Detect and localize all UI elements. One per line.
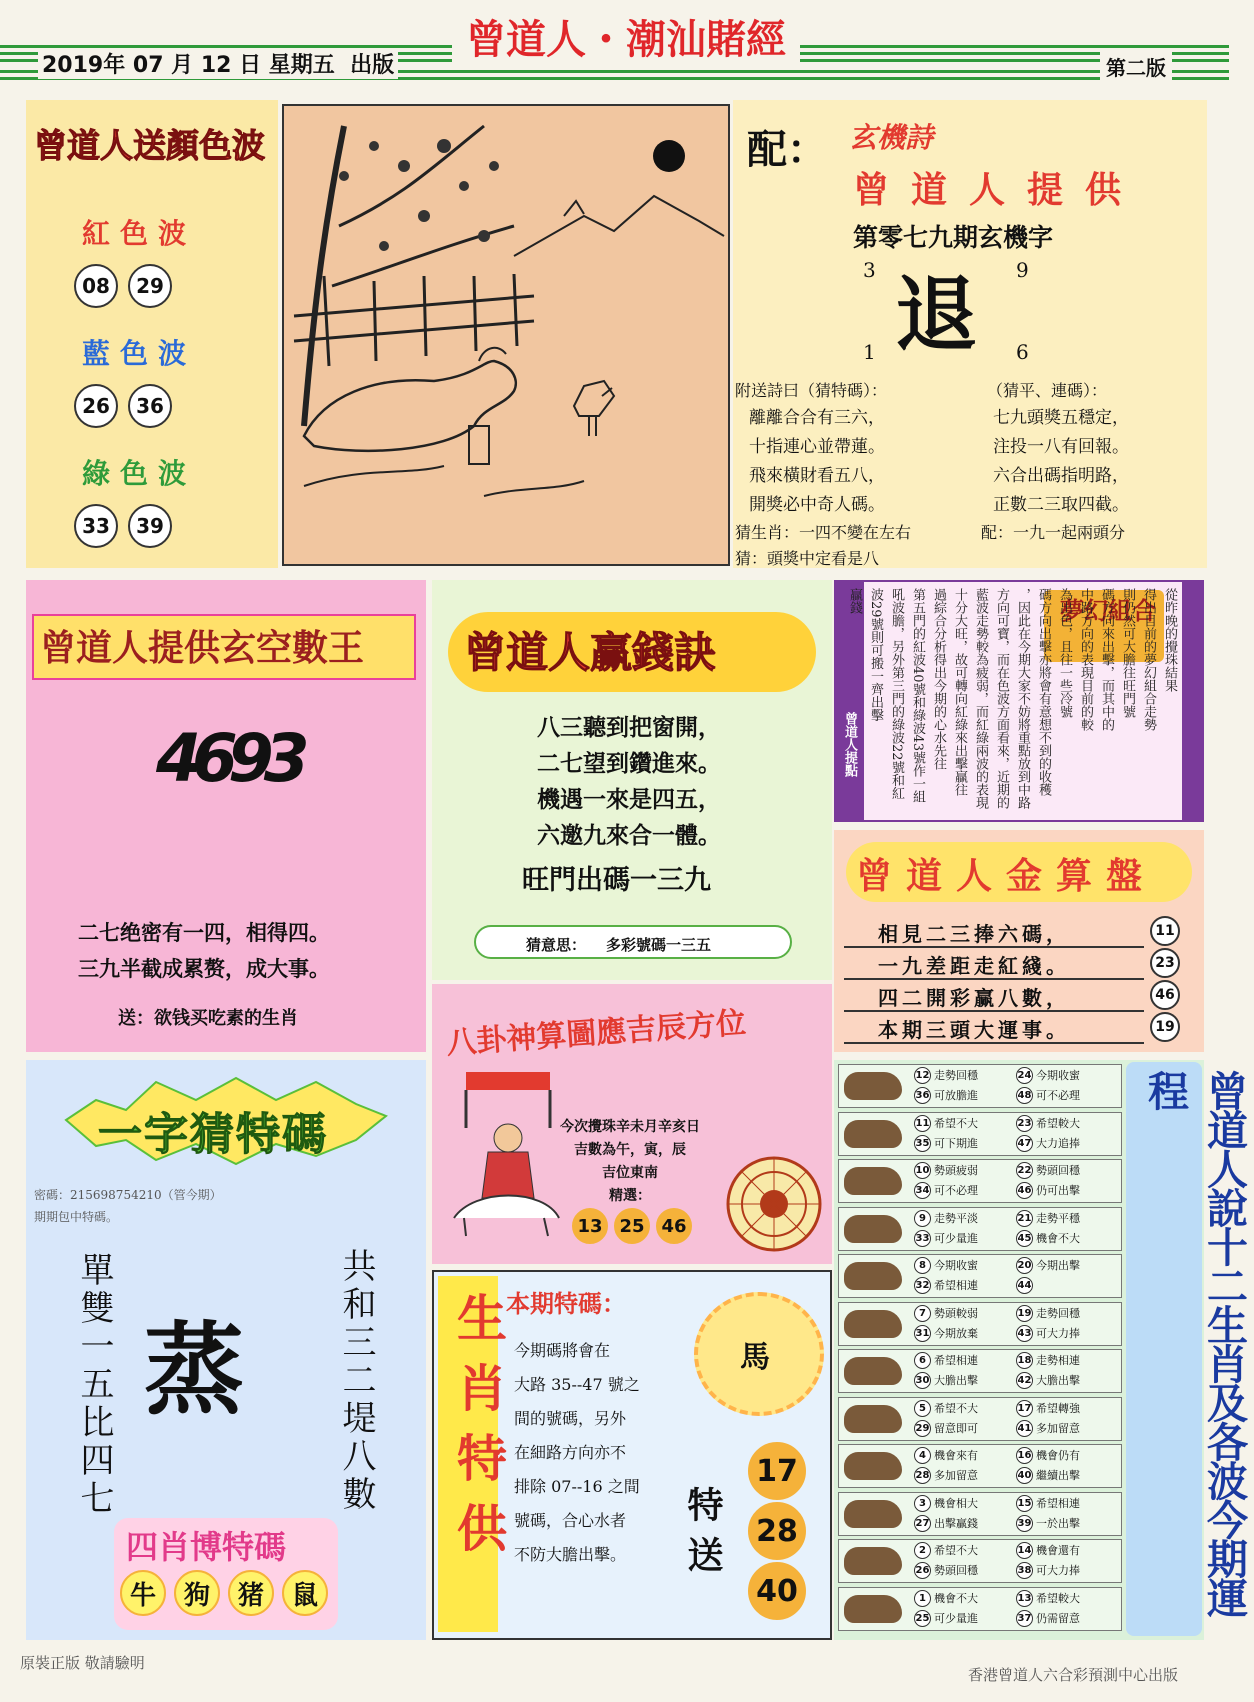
dream-panel [834,580,1204,822]
zodiac-special-send: 特送 [682,1486,724,1586]
twelve-text: 勢頭較弱 [934,1306,978,1320]
twelve-num: 25 [914,1610,931,1627]
onechar-char: 蒸 [144,1311,244,1429]
twelve-num: 23 [1016,1115,1033,1132]
twelve-text: 留意即可 [934,1421,978,1435]
dream-title: 夢幻組合 [1060,596,1156,625]
twelve-text: 走勢平穩 [1036,1211,1080,1225]
poem-title: 玄機詩 [849,121,934,154]
bagua-compass-icon [724,1154,824,1254]
zodiac-line: 猜生肖：一四不變在左右 [735,523,912,542]
twelve-text: 希望不大 [934,1116,978,1130]
twelve-text: 大力追捧 [1036,1136,1080,1150]
twelve-text: 走勢平淡 [934,1211,978,1225]
zodiac-animal-icon [844,1072,902,1100]
wave-number: 08 [74,264,118,308]
zs-number: 40 [748,1562,806,1620]
twelve-num: 26 [914,1562,931,1579]
twelve-text: 仍可出擊 [1036,1184,1080,1197]
flower-char: 馬 [740,1340,770,1375]
wave-label: 紅色波 [82,217,197,250]
four-title: 四肖博特碼 [126,1528,287,1566]
poem-left-lines: 離離合合有三六， 十指連心並帶蓮。 飛來橫財看五八， 開獎必中奇人碼。 [749,408,885,515]
zodiac-animal-icon [844,1167,902,1195]
zs-line: 排除 07--16 之間 [514,1477,640,1496]
abacus-title: 曾道人金算盤 [856,855,1157,897]
abacus-number: 46 [1150,980,1180,1010]
xuankong-lines: 二七绝密有一四，相得四。 三九半截成累赘，成大事。 [78,920,330,981]
abacus-panel [834,830,1204,1052]
zs-line: 大路 35--47 號之 [514,1375,640,1394]
twelve-text: 一於出擊 [1036,1516,1080,1530]
zodiac-special-vtitle: 生肖特供 [449,1292,508,1572]
twelve-text: 多加留意 [1036,1421,1080,1435]
twelve-num: 31 [914,1325,931,1342]
twelve-num: 41 [1016,1420,1033,1437]
wave-number: 29 [128,264,172,308]
twelve-text: 希望相連 [934,1279,978,1292]
zodiac-animal-icon [844,1357,902,1385]
twelve-num: 19 [1016,1305,1033,1322]
twelve-text: 可少量進 [934,1231,978,1245]
zodiac-animal-icon [844,1405,902,1433]
zs-line: 間的號碼，另外 [514,1409,627,1428]
winmoney-title: 曾道人赢錢訣 [464,628,717,677]
twelve-vtitle: 曾道人說十二生肖及各波今期運程 [1141,1070,1248,1616]
twelve-num: 18 [1016,1352,1033,1369]
twelve-text: 希望轉強 [1036,1401,1080,1415]
twelve-num: 4 [914,1447,931,1464]
dream-column: ，因此在今期大家不妨將重點放到中路 [1015,588,1030,809]
twelve-text: 希望相連 [1036,1496,1080,1510]
twelve-num: 29 [914,1420,931,1437]
twelve-num: 5 [914,1400,931,1417]
twelve-num: 30 [914,1372,931,1389]
dream-column: 從昨晚的攪珠結果 [1162,588,1177,692]
onechar-left: 單雙一五比四七 [74,1252,114,1518]
pei-label: 配： [747,126,827,173]
twelve-num: 37 [1016,1610,1033,1627]
dream-column: 十分大旺，故可轉向紅綠來出擊贏往 [952,588,967,796]
ox-rooster-painting [284,106,732,568]
onechar-panel [26,1060,426,1640]
twelve-num: 44 [1016,1277,1033,1294]
twelve-text: 仍需留意 [1036,1611,1080,1625]
onechar-right: 共和三二堤八數 [336,1248,376,1514]
abacus-number: 23 [1150,948,1180,978]
zodiac-animal-icon [844,1452,902,1480]
bagua-text: 今次攪珠辛未月辛亥日 吉數為午，寅，辰 吉位東南 精選： [560,1119,700,1204]
page-title: 曾道人・潮汕賭經 [452,8,800,65]
onechar-note: 期期包中特碼。 [34,1210,119,1224]
zs-line: 號碼，合心水者 [514,1511,627,1530]
twelve-num: 47 [1016,1135,1033,1152]
twelve-text: 今期出擊 [1036,1259,1080,1272]
poem-right-lines: 七九頭獎五穩定， 注投一八有回報。 六合出碼指明路， 正數二三取四截。 [993,408,1129,515]
zodiac-animal-icon [844,1595,902,1623]
twelve-num: 1 [914,1590,931,1607]
winmoney-hint: 猜意思： 多彩號碼一三五 [474,925,792,959]
zs-line: 在細路方向亦不 [514,1443,627,1462]
twelve-num: 34 [914,1182,931,1199]
dream-column: 贏錢 [847,588,862,614]
guess-line: 猜：頭獎中定看是八 [735,549,880,568]
twelve-text: 希望相連 [934,1354,978,1367]
twelve-text: 勢頭回穩 [1036,1164,1080,1177]
wave-number: 36 [128,384,172,428]
four-zodiac-char: 牛 [120,1570,166,1616]
twelve-text: 多加留意 [934,1469,978,1482]
dream-column: 第五門的紅波40號和綠波43號作一組 [910,588,925,804]
zodiac-animal-icon [844,1310,902,1338]
bagua-number: 46 [656,1208,692,1244]
twelve-text: 大膽出擊 [1036,1374,1080,1387]
twelve-num: 33 [914,1230,931,1247]
bagua-panel [432,984,832,1264]
twelve-text: 走勢回穩 [934,1069,978,1082]
twelve-text: 機會來有 [934,1449,978,1462]
zs-line: 今期碼將會在 [514,1341,611,1360]
twelve-text: 今期收蜜 [1036,1069,1080,1082]
twelve-num: 48 [1016,1087,1033,1104]
header [0,0,1229,95]
poem-issue: 第零七九期玄機字 [853,223,1054,252]
twelve-num: 43 [1016,1325,1033,1342]
twelve-num: 28 [914,1467,931,1484]
xuankong-number: 4693 [156,720,300,797]
wave-number: 33 [74,504,118,548]
twelve-num: 45 [1016,1230,1033,1247]
zodiac-animal-icon [844,1262,902,1290]
bagua-number: 25 [614,1208,650,1244]
dream-column: 方向可寶，而在色波方面看來，近期的 [994,588,1009,809]
twelve-num: 46 [1016,1182,1033,1199]
dream-column: 碼方向來出擊，而其中的 [1099,588,1114,731]
twelve-num: 20 [1016,1257,1033,1274]
twelve-text: 希望較大 [1036,1591,1080,1605]
twelve-text: 希望較大 [1036,1116,1080,1130]
poem-right-head: （猜平、連碼）： [987,381,1108,400]
twelve-text: 機會還有 [1036,1544,1080,1557]
twelve-text: 走勢相連 [1036,1354,1080,1367]
twelve-text: 可下期進 [934,1136,978,1150]
twelve-text: 機會不大 [934,1591,978,1605]
twelve-num: 7 [914,1305,931,1322]
twelve-num: 39 [1016,1515,1033,1532]
twelve-text: 可大力捧 [1036,1564,1080,1577]
dream-sign: 曾道人提點 [842,712,857,777]
winmoney-wangmen: 旺門出碼一三九 [522,865,711,896]
abacus-text: 相見二三捧六碼， [878,922,1070,946]
dream-column: 藍波走勢較為疲弱，而紅綠兩波的表現 [973,588,988,809]
footer-right: 香港曾道人六合彩預測中心出版 [968,1666,1179,1684]
xuankong-panel [26,580,426,1052]
poem-left-head: 附送詩曰（猜特碼）： [735,381,888,400]
zodiac-special-text [514,1334,640,1572]
twelve-text: 勢頭疲弱 [934,1164,978,1177]
dream-column: 過綜合分析得出今期的心水先往 [931,588,946,770]
wave-label: 綠色波 [82,457,197,490]
bagua-number: 13 [572,1208,608,1244]
twelve-num: 3 [914,1495,931,1512]
twelve-text: 機會不大 [1036,1231,1080,1245]
twelve-text: 走勢回穩 [1036,1306,1080,1320]
twelve-text: 機會仍有 [1036,1449,1080,1462]
twelve-num: 40 [1016,1467,1033,1484]
twelve-num: 9 [914,1210,931,1227]
twelve-text: 機會相大 [934,1496,978,1510]
xuankong-send: 送：欲钱买吃素的生肖 [118,1008,298,1029]
twelve-num: 22 [1016,1162,1033,1179]
twelve-panel [834,1060,1248,1640]
poem-panel [733,100,1207,568]
twelve-text: 希望不大 [934,1401,978,1415]
dream-column: 吼波膽，另外第三門的綠波22號和紅 [889,588,904,800]
zodiac-animal-icon [844,1120,902,1148]
twelve-text: 繼續出擊 [1036,1469,1080,1482]
twelve-num: 12 [914,1067,931,1084]
bagua-title: 八卦神算圖應吉辰方位 [445,1005,748,1062]
poem-num-4: 6 [1016,340,1029,364]
twelve-num: 21 [1016,1210,1033,1227]
dream-column: 波29號則可搬一齊出擊 [868,588,883,722]
zodiac-animal-icon [844,1500,902,1528]
dream-column: 得出目前的夢幻組合走勢 [1141,588,1156,731]
dream-column: 中路方向的表現目前的較 [1078,588,1093,731]
abacus-text: 一九差距走紅綫。 [878,954,1070,978]
edition-label: 第二版 [1100,52,1172,81]
onechar-code: 密碼：215698754210（管今期） [34,1188,222,1202]
abacus-number: 11 [1150,916,1180,946]
pei-line: 配：一九一起兩頭分 [981,523,1126,542]
onechar-title: 一字猜特碼 [98,1109,328,1160]
zs-number: 28 [748,1502,806,1560]
twelve-num: 36 [914,1087,931,1104]
twelve-num: 14 [1016,1542,1033,1559]
twelve-num: 8 [914,1257,931,1274]
poem-num-1: 3 [863,258,876,282]
abacus-text: 四二開彩赢八數， [878,986,1070,1010]
twelve-text: 出擊贏錢 [934,1516,978,1530]
poem-num-3: 1 [863,340,876,364]
twelve-num: 24 [1016,1067,1033,1084]
zodiac-animal-icon [844,1215,902,1243]
zodiac-animal-icon [844,1547,902,1575]
abacus-number: 19 [1150,1012,1180,1042]
twelve-num: 27 [914,1515,931,1532]
twelve-text: 勢頭回穩 [934,1564,978,1577]
wave-number: 26 [74,384,118,428]
xuankong-title: 曾道人提供玄空數王 [40,627,365,669]
twelve-text: 希望不大 [934,1544,978,1557]
twelve-num: 38 [1016,1562,1033,1579]
poem-char: 退 [895,267,978,363]
ink-painting [282,104,730,566]
poem-provider: 曾道人提供 [853,169,1144,211]
poem-num-2: 9 [1016,258,1029,282]
winmoney-lines: 八三聽到把窗開， 二七望到鑽進來。 機遇一來是四五， 六邀九來合一體。 [537,714,721,849]
wave-label: 藍色波 [82,337,197,370]
twelve-text: 今期收蜜 [934,1259,978,1272]
twelve-text: 今期放棄 [934,1326,978,1340]
twelve-num: 42 [1016,1372,1033,1389]
color-wave-title: 曾道人送顏色波 [34,126,265,165]
twelve-num: 2 [914,1542,931,1559]
twelve-num: 17 [1016,1400,1033,1417]
dream-column: 為出色，且往一些冷號 [1057,588,1072,718]
twelve-text: 可不必理 [934,1184,978,1197]
four-zodiac-char: 鼠 [282,1570,328,1616]
twelve-num: 6 [914,1352,931,1369]
twelve-text: 可少量進 [934,1611,978,1625]
zodiac-special-panel [432,1270,832,1640]
issue-date: 2019年 07 月 12 日 星期五 出版 [38,48,398,79]
twelve-num: 11 [914,1115,931,1132]
four-zodiac-char: 猪 [228,1570,274,1616]
twelve-num: 13 [1016,1590,1033,1607]
four-zodiac-char: 狗 [174,1570,220,1616]
twelve-text: 可不必理 [1036,1089,1080,1102]
winmoney-panel [432,580,832,980]
twelve-text: 可放膽進 [934,1089,978,1102]
dream-column: 則仍然可大膽往旺門號 [1120,588,1135,718]
twelve-num: 15 [1016,1495,1033,1512]
twelve-text: 大膽出擊 [934,1374,978,1387]
twelve-num: 35 [914,1135,931,1152]
zs-line: 不防大膽出擊。 [514,1545,627,1564]
abacus-text: 本期三頭大運事。 [878,1018,1070,1042]
twelve-num: 16 [1016,1447,1033,1464]
color-wave-panel [26,100,278,568]
twelve-text: 可大力捧 [1036,1326,1080,1340]
dream-column: 碼方向出擊亦將會有意想不到的收穫 [1036,588,1051,796]
zodiac-special-title: 本期特碼： [506,1289,626,1318]
twelve-num: 10 [914,1162,931,1179]
twelve-num: 32 [914,1277,931,1294]
footer-left: 原裝正版 敬請驗明 [20,1654,145,1672]
wave-number: 39 [128,504,172,548]
zs-number: 17 [748,1442,806,1500]
